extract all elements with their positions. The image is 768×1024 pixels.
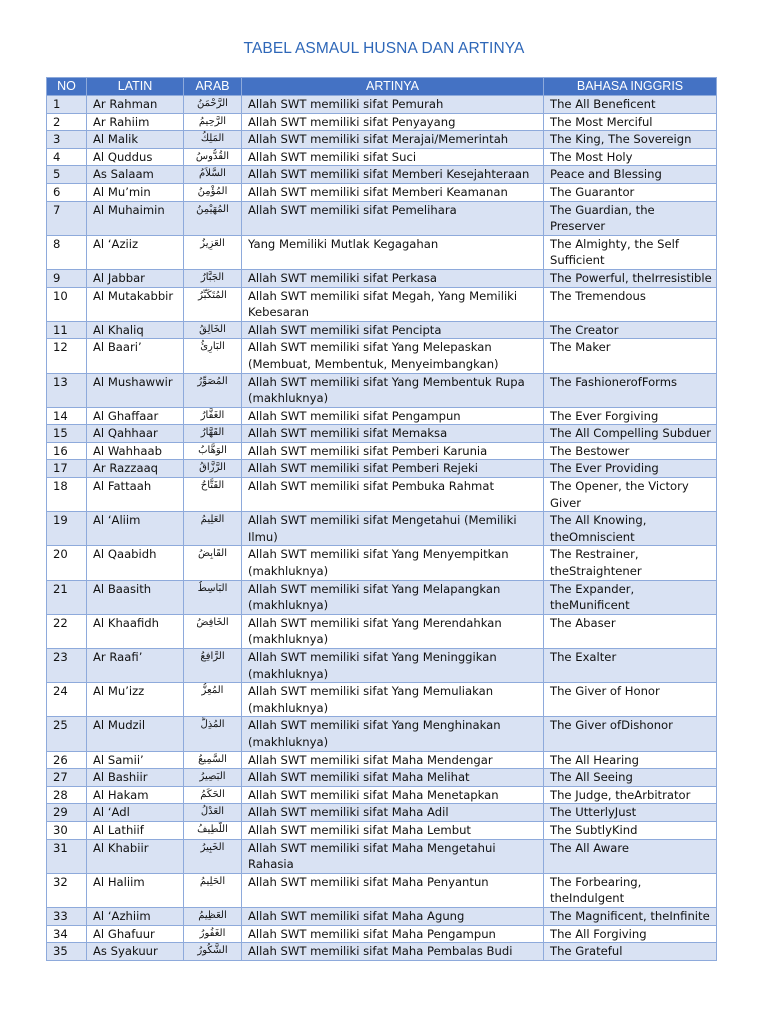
table-row xyxy=(47,183,717,201)
cell-arab: الخَبِيرُ xyxy=(184,839,242,873)
table-row xyxy=(47,683,717,717)
cell-latin: Al ‘Adl xyxy=(87,804,184,822)
cell-bahasa-inggris: The Restrainer, theStraightener xyxy=(544,546,717,580)
cell-latin: Al Khaliq xyxy=(87,321,184,339)
cell-bahasa-inggris: The Grateful xyxy=(544,943,717,961)
cell-artinya: Allah SWT memiliki sifat Maha Adil xyxy=(242,804,544,822)
cell-arab: المُعِزُّ xyxy=(184,683,242,717)
table-row xyxy=(47,321,717,339)
cell-arab: المُتَكَبِّرُ xyxy=(184,287,242,321)
cell-no: 32 xyxy=(47,873,87,907)
table-row xyxy=(47,614,717,648)
table-row xyxy=(47,786,717,804)
cell-latin: Al ‘Aliim xyxy=(87,512,184,546)
table-row xyxy=(47,907,717,925)
cell-arab: القُدُّوسُ xyxy=(184,148,242,166)
cell-artinya: Allah SWT memiliki sifat Merajai/Memerintah xyxy=(242,131,544,149)
table-row xyxy=(47,201,717,235)
cell-no: 29 xyxy=(47,804,87,822)
table-row xyxy=(47,717,717,751)
cell-latin: Al Malik xyxy=(87,131,184,149)
cell-bahasa-inggris: The Powerful, theIrresistible xyxy=(544,269,717,287)
cell-latin: Al Lathiif xyxy=(87,821,184,839)
cell-no: 22 xyxy=(47,614,87,648)
cell-arab: العَزِيزُ xyxy=(184,235,242,269)
table-row xyxy=(47,131,717,149)
cell-latin: As Syakuur xyxy=(87,943,184,961)
cell-bahasa-inggris: The King, The Sovereign xyxy=(544,131,717,149)
cell-no: 10 xyxy=(47,287,87,321)
cell-artinya: Allah SWT memiliki sifat Memberi Kesejahteraan xyxy=(242,166,544,184)
cell-arab: الرَّزَّاقُ xyxy=(184,460,242,478)
cell-bahasa-inggris: The Abaser xyxy=(544,614,717,648)
cell-no: 2 xyxy=(47,113,87,131)
table-row xyxy=(47,821,717,839)
cell-artinya: Allah SWT memiliki sifat Memaksa xyxy=(242,425,544,443)
cell-latin: Al Quddus xyxy=(87,148,184,166)
table-row xyxy=(47,373,717,407)
cell-arab: المُؤْمِنُ xyxy=(184,183,242,201)
cell-artinya: Allah SWT memiliki sifat Maha Mengetahui Rahasia xyxy=(242,839,544,873)
cell-no: 25 xyxy=(47,717,87,751)
cell-artinya: Allah SWT memiliki sifat Yang Meninggikan (makhluknya) xyxy=(242,649,544,683)
table-row xyxy=(47,166,717,184)
cell-no: 1 xyxy=(47,96,87,114)
table-row xyxy=(47,512,717,546)
table-row xyxy=(47,546,717,580)
cell-latin: Al Bashiir xyxy=(87,769,184,787)
cell-artinya: Allah SWT memiliki sifat Yang Memuliakan (makhluknya) xyxy=(242,683,544,717)
cell-no: 13 xyxy=(47,373,87,407)
cell-artinya: Allah SWT memiliki sifat Maha Penyantun xyxy=(242,873,544,907)
cell-arab: العَدْلُ xyxy=(184,804,242,822)
cell-latin: Al Samii’ xyxy=(87,751,184,769)
cell-artinya: Allah SWT memiliki sifat Pemberi Karunia xyxy=(242,442,544,460)
page-title: TABEL ASMAUL HUSNA DAN ARTINYA xyxy=(243,40,525,57)
table-row xyxy=(47,873,717,907)
cell-artinya: Allah SWT memiliki sifat Suci xyxy=(242,148,544,166)
cell-bahasa-inggris: The Creator xyxy=(544,321,717,339)
cell-bahasa-inggris: The All Knowing, theOmniscient xyxy=(544,512,717,546)
cell-arab: السَّمِيعُ xyxy=(184,751,242,769)
cell-no: 26 xyxy=(47,751,87,769)
cell-latin: Al ‘Aziiz xyxy=(87,235,184,269)
cell-bahasa-inggris: The Magnificent, theInfinite xyxy=(544,907,717,925)
cell-no: 3 xyxy=(47,131,87,149)
cell-arab: المُذِلُّ xyxy=(184,717,242,751)
cell-bahasa-inggris: The All Beneficent xyxy=(544,96,717,114)
table-row xyxy=(47,943,717,961)
cell-latin: Al Baari’ xyxy=(87,339,184,373)
cell-arab: الرَّحِيمُ xyxy=(184,113,242,131)
cell-artinya: Allah SWT memiliki sifat Maha Mendengar xyxy=(242,751,544,769)
table-row xyxy=(47,580,717,614)
cell-latin: Ar Razzaaq xyxy=(87,460,184,478)
cell-no: 11 xyxy=(47,321,87,339)
table-row xyxy=(47,460,717,478)
cell-latin: Al Jabbar xyxy=(87,269,184,287)
table-row xyxy=(47,649,717,683)
cell-latin: Al Qahhaar xyxy=(87,425,184,443)
cell-artinya: Allah SWT memiliki sifat Pengampun xyxy=(242,407,544,425)
cell-artinya: Allah SWT memiliki sifat Perkasa xyxy=(242,269,544,287)
table-row xyxy=(47,113,717,131)
cell-bahasa-inggris: The Exalter xyxy=(544,649,717,683)
table-row xyxy=(47,235,717,269)
cell-latin: Al Ghaffaar xyxy=(87,407,184,425)
cell-bahasa-inggris: The UtterlyJust xyxy=(544,804,717,822)
cell-bahasa-inggris: The Tremendous xyxy=(544,287,717,321)
cell-latin: Al Wahhaab xyxy=(87,442,184,460)
cell-arab: الغَفَّارُ xyxy=(184,407,242,425)
cell-no: 4 xyxy=(47,148,87,166)
cell-bahasa-inggris: The Almighty, the Self Sufficient xyxy=(544,235,717,269)
cell-no: 31 xyxy=(47,839,87,873)
cell-bahasa-inggris: The Guardian, the Preserver xyxy=(544,201,717,235)
header-artinya: ARTINYA xyxy=(242,78,544,96)
cell-artinya: Allah SWT memiliki sifat Maha Pembalas Budi xyxy=(242,943,544,961)
cell-artinya: Allah SWT memiliki sifat Yang Merendahkan (makhluknya) xyxy=(242,614,544,648)
cell-bahasa-inggris: The Giver of Honor xyxy=(544,683,717,717)
cell-latin: Al Khabiir xyxy=(87,839,184,873)
cell-bahasa-inggris: The All Hearing xyxy=(544,751,717,769)
cell-bahasa-inggris: The Opener, the Victory Giver xyxy=(544,478,717,512)
cell-no: 17 xyxy=(47,460,87,478)
table-row xyxy=(47,769,717,787)
cell-latin: Al Hakam xyxy=(87,786,184,804)
cell-no: 19 xyxy=(47,512,87,546)
cell-artinya: Allah SWT memiliki sifat Maha Pengampun xyxy=(242,925,544,943)
cell-no: 7 xyxy=(47,201,87,235)
cell-latin: Al Qaabidh xyxy=(87,546,184,580)
table-row xyxy=(47,96,717,114)
cell-no: 5 xyxy=(47,166,87,184)
cell-arab: الرَّحْمَنُ xyxy=(184,96,242,114)
table-row xyxy=(47,148,717,166)
cell-artinya: Allah SWT memiliki sifat Yang Melepaskan (Membuat, Membentuk, Menyeimbangkan) xyxy=(242,339,544,373)
cell-arab: اللَّطِيفُ xyxy=(184,821,242,839)
cell-bahasa-inggris: The Maker xyxy=(544,339,717,373)
table-row xyxy=(47,407,717,425)
cell-bahasa-inggris: The Most Merciful xyxy=(544,113,717,131)
cell-arab: الخَالِقُ xyxy=(184,321,242,339)
header-no: NO xyxy=(47,78,87,96)
cell-artinya: Allah SWT memiliki sifat Pencipta xyxy=(242,321,544,339)
cell-no: 24 xyxy=(47,683,87,717)
cell-artinya: Allah SWT memiliki sifat Megah, Yang Memiliki Kebesaran xyxy=(242,287,544,321)
cell-arab: الرَّافِعُ xyxy=(184,649,242,683)
asmaul-husna-table xyxy=(46,77,717,961)
cell-no: 33 xyxy=(47,907,87,925)
cell-no: 34 xyxy=(47,925,87,943)
cell-bahasa-inggris: The Ever Providing xyxy=(544,460,717,478)
table-header xyxy=(47,78,717,96)
table-row xyxy=(47,751,717,769)
cell-bahasa-inggris: The SubtlyKind xyxy=(544,821,717,839)
cell-latin: Al Haliim xyxy=(87,873,184,907)
cell-artinya: Allah SWT memiliki sifat Maha Lembut xyxy=(242,821,544,839)
cell-bahasa-inggris: The Ever Forgiving xyxy=(544,407,717,425)
cell-artinya: Allah SWT memiliki sifat Pemberi Rejeki xyxy=(242,460,544,478)
cell-artinya: Yang Memiliki Mutlak Kegagahan xyxy=(242,235,544,269)
table-row xyxy=(47,287,717,321)
cell-artinya: Allah SWT memiliki sifat Pemurah xyxy=(242,96,544,114)
header-arab: ARAB xyxy=(184,78,242,96)
cell-bahasa-inggris: The All Aware xyxy=(544,839,717,873)
table-body xyxy=(47,96,717,961)
cell-arab: الفَتَّاحُ xyxy=(184,478,242,512)
cell-arab: البَصِيرُ xyxy=(184,769,242,787)
table-row xyxy=(47,478,717,512)
cell-bahasa-inggris: The All Seeing xyxy=(544,769,717,787)
cell-bahasa-inggris: The Bestower xyxy=(544,442,717,460)
cell-latin: Al Ghafuur xyxy=(87,925,184,943)
header-latin: LATIN xyxy=(87,78,184,96)
cell-no: 27 xyxy=(47,769,87,787)
cell-latin: Ar Rahiim xyxy=(87,113,184,131)
cell-artinya: Allah SWT memiliki sifat Memberi Keamanan xyxy=(242,183,544,201)
cell-latin: As Salaam xyxy=(87,166,184,184)
cell-arab: الحَكَمُ xyxy=(184,786,242,804)
table-row xyxy=(47,442,717,460)
cell-bahasa-inggris: The Judge, theArbitrator xyxy=(544,786,717,804)
cell-arab: القَهَّارُ xyxy=(184,425,242,443)
table-row xyxy=(47,425,717,443)
cell-arab: الجَبَّارُ xyxy=(184,269,242,287)
cell-no: 30 xyxy=(47,821,87,839)
cell-latin: Al Mushawwir xyxy=(87,373,184,407)
cell-artinya: Allah SWT memiliki sifat Yang Menghinakan (makhluknya) xyxy=(242,717,544,751)
cell-no: 23 xyxy=(47,649,87,683)
cell-arab: العَلِيمُ xyxy=(184,512,242,546)
cell-artinya: Allah SWT memiliki sifat Pembuka Rahmat xyxy=(242,478,544,512)
table-row xyxy=(47,804,717,822)
cell-latin: Al Mu’min xyxy=(87,183,184,201)
cell-artinya: Allah SWT memiliki sifat Mengetahui (Memiliki Ilmu) xyxy=(242,512,544,546)
cell-latin: Al Mudzil xyxy=(87,717,184,751)
cell-arab: الخَافِضُ xyxy=(184,614,242,648)
cell-latin: Al Fattaah xyxy=(87,478,184,512)
table-row xyxy=(47,339,717,373)
cell-no: 21 xyxy=(47,580,87,614)
cell-latin: Ar Raafi’ xyxy=(87,649,184,683)
cell-arab: العَظِيمُ xyxy=(184,907,242,925)
cell-arab: المَلِكُ xyxy=(184,131,242,149)
cell-bahasa-inggris: The Giver ofDishonor xyxy=(544,717,717,751)
cell-bahasa-inggris: The Guarantor xyxy=(544,183,717,201)
cell-latin: Al Muhaimin xyxy=(87,201,184,235)
cell-artinya: Allah SWT memiliki sifat Penyayang xyxy=(242,113,544,131)
cell-no: 6 xyxy=(47,183,87,201)
cell-artinya: Allah SWT memiliki sifat Pemelihara xyxy=(242,201,544,235)
cell-no: 14 xyxy=(47,407,87,425)
cell-artinya: Allah SWT memiliki sifat Yang Membentuk Rupa (makhluknya) xyxy=(242,373,544,407)
cell-artinya: Allah SWT memiliki sifat Maha Melihat xyxy=(242,769,544,787)
cell-no: 16 xyxy=(47,442,87,460)
cell-no: 28 xyxy=(47,786,87,804)
cell-artinya: Allah SWT memiliki sifat Maha Agung xyxy=(242,907,544,925)
cell-arab: البَارِئُ xyxy=(184,339,242,373)
cell-no: 15 xyxy=(47,425,87,443)
cell-latin: Al Mutakabbir xyxy=(87,287,184,321)
cell-arab: الوَهَّابُ xyxy=(184,442,242,460)
table-row xyxy=(47,269,717,287)
cell-arab: المُهَيْمِنُ xyxy=(184,201,242,235)
cell-latin: Al ‘Azhiim xyxy=(87,907,184,925)
cell-arab: السَّلاَمُ xyxy=(184,166,242,184)
cell-no: 18 xyxy=(47,478,87,512)
header-row xyxy=(47,78,717,96)
cell-latin: Al Baasith xyxy=(87,580,184,614)
cell-arab: الشَّكُورُ xyxy=(184,943,242,961)
cell-latin: Al Mu’izz xyxy=(87,683,184,717)
cell-arab: البَاسِطُ xyxy=(184,580,242,614)
cell-arab: الحَلِيمُ xyxy=(184,873,242,907)
cell-artinya: Allah SWT memiliki sifat Maha Menetapkan xyxy=(242,786,544,804)
cell-bahasa-inggris: The Expander, theMunificent xyxy=(544,580,717,614)
cell-latin: Al Khaafidh xyxy=(87,614,184,648)
cell-latin: Ar Rahman xyxy=(87,96,184,114)
cell-bahasa-inggris: The Forbearing, theIndulgent xyxy=(544,873,717,907)
cell-arab: القَابِضُ xyxy=(184,546,242,580)
cell-bahasa-inggris: Peace and Blessing xyxy=(544,166,717,184)
cell-bahasa-inggris: The FashionerofForms xyxy=(544,373,717,407)
header-bahasa-inggris: BAHASA INGGRIS xyxy=(544,78,717,96)
cell-bahasa-inggris: The Most Holy xyxy=(544,148,717,166)
table-row xyxy=(47,839,717,873)
cell-no: 20 xyxy=(47,546,87,580)
cell-bahasa-inggris: The All Compelling Subduer xyxy=(544,425,717,443)
cell-artinya: Allah SWT memiliki sifat Yang Menyempitkan (makhluknya) xyxy=(242,546,544,580)
cell-no: 12 xyxy=(47,339,87,373)
table-row xyxy=(47,925,717,943)
cell-arab: الغَفُورُ xyxy=(184,925,242,943)
cell-artinya: Allah SWT memiliki sifat Yang Melapangkan (makhluknya) xyxy=(242,580,544,614)
cell-no: 35 xyxy=(47,943,87,961)
cell-bahasa-inggris: The All Forgiving xyxy=(544,925,717,943)
cell-no: 9 xyxy=(47,269,87,287)
cell-no: 8 xyxy=(47,235,87,269)
cell-arab: المُصَوِّرُ xyxy=(184,373,242,407)
